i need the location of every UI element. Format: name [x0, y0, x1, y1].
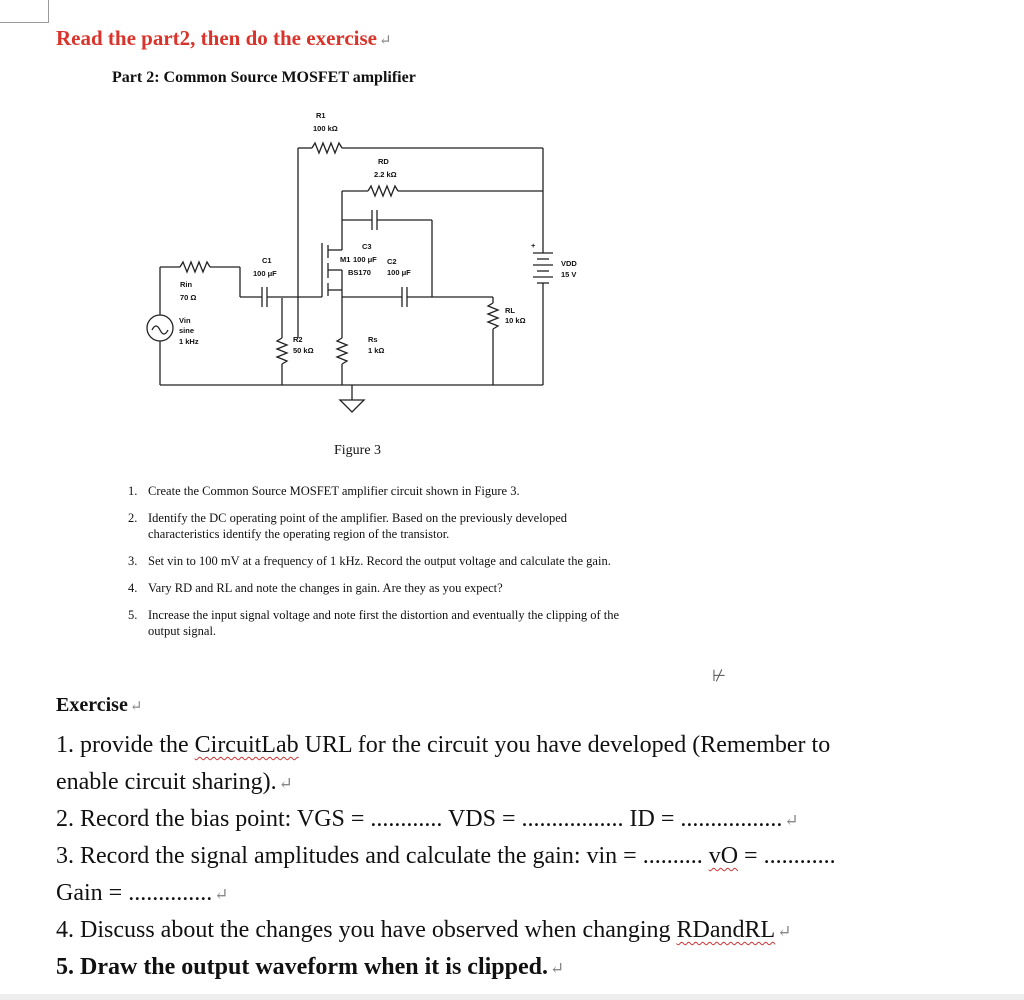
circuitlab-word: CircuitLab	[194, 732, 299, 758]
rl-value: 10 kΩ	[505, 316, 526, 325]
c3-name: C3	[362, 242, 372, 251]
c1-value: 100 μF	[253, 269, 277, 278]
exercise-line-5: 5. Draw the output waveform when it is clipped. ↵	[56, 954, 565, 980]
exercise-title: Exercise ↵	[56, 694, 143, 716]
vin-source-symbol	[147, 315, 173, 341]
step-item: 3. Set vin to 100 mV at a frequency of 1 kHz. Record the output voltage and calculate the gain.	[128, 554, 611, 568]
c3-value: 100 μF	[353, 255, 377, 264]
step-item: 5. Increase the input signal voltage and note first the distortion and eventually the clipping of the output signal.	[128, 608, 620, 638]
exercise-line-4: 4. Discuss about the changes you have observed when changing RDandRL ↵	[56, 917, 792, 943]
vin-name: Vin	[179, 316, 191, 325]
rd-value: 2.2 kΩ	[374, 170, 397, 179]
vdd-plus: +	[531, 241, 536, 250]
step-item: 1. Create the Common Source MOSFET amplifier circuit shown in Figure 3.	[128, 484, 520, 498]
m1-name: M1	[340, 255, 351, 264]
figure-caption: Figure 3	[334, 443, 382, 458]
rl-name: RL	[505, 306, 515, 315]
circuit-diagram	[140, 110, 610, 420]
page-bottom-edge	[0, 994, 1024, 1000]
resistor-r1-symbol	[312, 143, 342, 153]
exercise-line-1: 1. provide the CircuitLab URL for the circuit you have developed (Remember to	[56, 732, 831, 758]
exercise-line-2: 2. Record the bias point: VGS = ............ VDS = ................. ID = ................. ↵	[56, 806, 799, 832]
r1-value: 100 kΩ	[313, 124, 338, 133]
r2-name: R2	[293, 335, 303, 344]
resistor-rl-symbol	[488, 303, 498, 329]
resistor-rs-symbol	[337, 338, 347, 364]
instruction-heading: Read the part2, then do the exercise ↵	[56, 26, 392, 50]
part-title: Part 2: Common Source MOSFET amplifier	[112, 69, 416, 86]
vdd-value: 15 V	[561, 270, 577, 279]
procedure-steps	[128, 483, 628, 650]
rin-value: 70 Ω	[180, 293, 197, 302]
circuit-wires	[147, 143, 553, 412]
rs-name: Rs	[368, 335, 378, 344]
exercise-line-3: 3. Record the signal amplitudes and calculate the gain: vin = .......... vO = ............	[56, 843, 836, 869]
return-mark: ↵	[378, 33, 392, 49]
resistor-rd-symbol	[368, 186, 398, 196]
vin-freq: 1 kHz	[179, 337, 199, 346]
ground-symbol	[340, 400, 364, 412]
rd-name: RD	[378, 157, 389, 166]
exercise-line-1b: enable circuit sharing). ↵	[56, 769, 293, 795]
resistor-r2-symbol	[277, 338, 287, 364]
vdd-name: VDD	[561, 259, 577, 268]
rs-value: 1 kΩ	[368, 346, 385, 355]
r2-value: 50 kΩ	[293, 346, 314, 355]
vin-type: sine	[179, 326, 195, 335]
c2-value: 100 μF	[387, 268, 411, 277]
step-item: 2. Identify the DC operating point of the amplifier. Based on the previously developed characteristics identify the operating region of the transistor.	[128, 511, 567, 541]
page-corner-mark	[0, 0, 49, 23]
text-cursor-mark: ⊬	[712, 666, 726, 685]
m1-model: BS170	[348, 268, 371, 277]
rin-name: Rin	[180, 280, 193, 289]
c1-name: C1	[262, 256, 272, 265]
resistor-rin-symbol	[180, 262, 210, 272]
step-item: 4. Vary RD and RL and note the changes in gain. Are they as you expect?	[128, 581, 503, 595]
r1-name: R1	[316, 111, 326, 120]
c2-name: C2	[387, 257, 397, 266]
exercise-line-3b: Gain = .............. ↵	[56, 880, 229, 906]
